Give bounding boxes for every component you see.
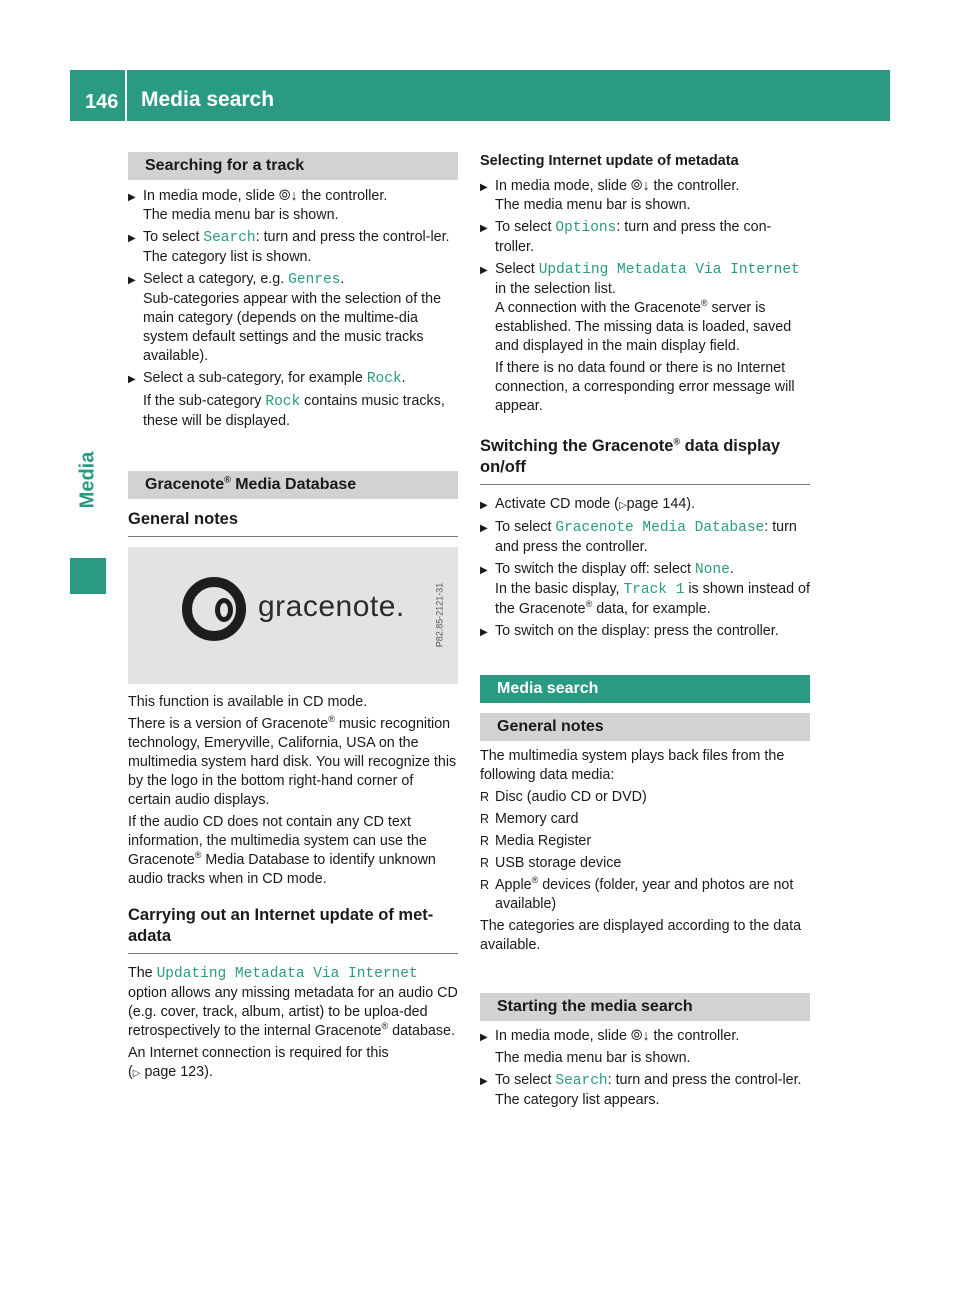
page-reference-link[interactable]: page 123). <box>144 1064 213 1080</box>
step-item: ▶ Select a category, e.g. Genres. Sub-categories appear with the selection of the main category (depends on the multime-dia system default settings and the music tracks available). <box>128 270 458 366</box>
page-reference-link[interactable]: page 144). <box>626 496 696 512</box>
step-item: ▶ To select Search: turn and press the control-ler. The category list is shown. <box>128 228 458 267</box>
menu-term-genres: Genres <box>288 272 341 288</box>
controller-slide-icon: ⦾↓ <box>278 188 298 204</box>
step-item: ▶ Select a sub-category, for example Rock. If the sub-category Rock contains music tracks, these will be displayed. <box>128 369 458 431</box>
controller-slide-icon: ⦾↓ <box>630 178 650 194</box>
step-item: ▶ To select Search: turn and press the control-ler. The category list appears. <box>480 1071 810 1110</box>
section-heading-starting-search: Starting the media search <box>480 993 810 1021</box>
subheading-selecting-update: Selecting Internet update of metadata <box>480 153 739 169</box>
paragraph: The categories are displayed according to the data available. <box>480 918 802 953</box>
subheading-switching-display: Switching the Gracenote® data display on/off <box>480 436 810 485</box>
list-item: R USB storage device <box>480 854 810 873</box>
section-heading-media-search: Media search <box>480 675 810 703</box>
subheading-general-notes: General notes <box>128 509 458 537</box>
side-section-label: Media <box>76 451 99 509</box>
gracenote-logo-icon <box>182 577 246 641</box>
step-item: ▶ Select Updating Metadata Via Internet in the selection list. A connection with the Gracenote® server is established. The missing data is loaded, saved and displayed in the main display field. If there is no data found or there is no Internet connection, a corresponding error message will appear. <box>480 260 810 416</box>
menu-term-search: Search <box>555 1073 608 1089</box>
side-tab-marker <box>70 558 106 594</box>
step-item: ▶ To select Gracenote Media Database: turn and press the controller. <box>480 518 810 557</box>
list-item: R Memory card <box>480 810 810 829</box>
section-heading-searching: Searching for a track <box>128 152 458 180</box>
menu-term-updating-metadata: Updating Metadata Via Internet <box>156 966 418 982</box>
subheading-internet-update: Carrying out an Internet update of met-adata <box>128 905 458 954</box>
menu-term-track-1: Track 1 <box>623 582 685 598</box>
paragraph: There is a version of Gracenote® music recognition technology, Emeryville, California, USA on the multimedia system hard disk. You will recognize this by the logo in the bottom right-hand corner of certain audio displays. <box>128 714 457 808</box>
step-item: ▶ In media mode, slide ⦾↓ the controller. The media menu bar is shown. <box>480 1027 810 1068</box>
left-column <box>128 152 458 1083</box>
menu-term-updating-metadata: Updating Metadata Via Internet <box>538 262 800 278</box>
paragraph: The Updating Metadata Via Internet option allows any missing metadata for an audio CD (e.g. cover, track, album, artist) to be uploa-ded retrospectively to the internal Gracenote® database. <box>128 965 458 1039</box>
menu-term-none: None <box>695 562 730 578</box>
image-reference-code: P82.85-2121-31 <box>434 582 445 648</box>
header-divider <box>125 70 127 121</box>
paragraph: An Internet connection is required for this (▷ page 123). <box>128 1045 389 1080</box>
list-item: R Apple® devices (folder, year and photos are not available) <box>480 876 810 914</box>
list-item: R Media Register <box>480 832 810 851</box>
menu-term-options: Options <box>555 220 617 236</box>
list-item: R Disc (audio CD or DVD) <box>480 788 810 807</box>
menu-term-rock: Rock <box>265 394 301 410</box>
controller-slide-icon: ⦾↓ <box>630 1028 650 1044</box>
paragraph: If the audio CD does not contain any CD text information, the multimedia system can use the Gracenote® Media Database to identify unknown audio tracks when in CD mode. <box>128 814 436 887</box>
page-reference-arrow-icon: ▷ <box>132 1068 141 1079</box>
section-heading-general-notes: General notes <box>480 713 810 741</box>
step-item: ▶ To select Options: turn and press the con-troller. <box>480 218 810 257</box>
gracenote-logo-image <box>128 547 458 684</box>
step-item: ▶ To switch on the display: press the controller. <box>480 622 810 641</box>
right-column <box>480 152 810 1110</box>
step-item: ▶ In media mode, slide ⦾↓ the controller. The media menu bar is shown. <box>128 187 458 225</box>
page-number: 146 <box>85 91 119 113</box>
menu-term-search: Search <box>203 230 256 246</box>
section-heading-gracenote: Gracenote® Media Database <box>128 471 458 499</box>
logo-wordmark: gracenote. <box>258 590 405 623</box>
step-item: ▶ Activate CD mode (▷page 144). <box>480 495 810 515</box>
step-item: ▶ In media mode, slide ⦾↓ the controller. The media menu bar is shown. <box>480 177 810 215</box>
page-reference-arrow-icon: ▷ <box>618 500 627 511</box>
step-item: ▶ To switch the display off: select None. In the basic display, Track 1 is shown instead of the Gracenote® data, for example. <box>480 560 810 619</box>
page-title: Media search <box>141 88 275 111</box>
paragraph: The multimedia system plays back files from the following data media: <box>480 748 785 783</box>
paragraph: This function is available in CD mode. <box>128 694 368 710</box>
menu-term-rock: Rock <box>366 371 402 387</box>
menu-term-gracenote-db: Gracenote Media Database <box>555 520 765 536</box>
